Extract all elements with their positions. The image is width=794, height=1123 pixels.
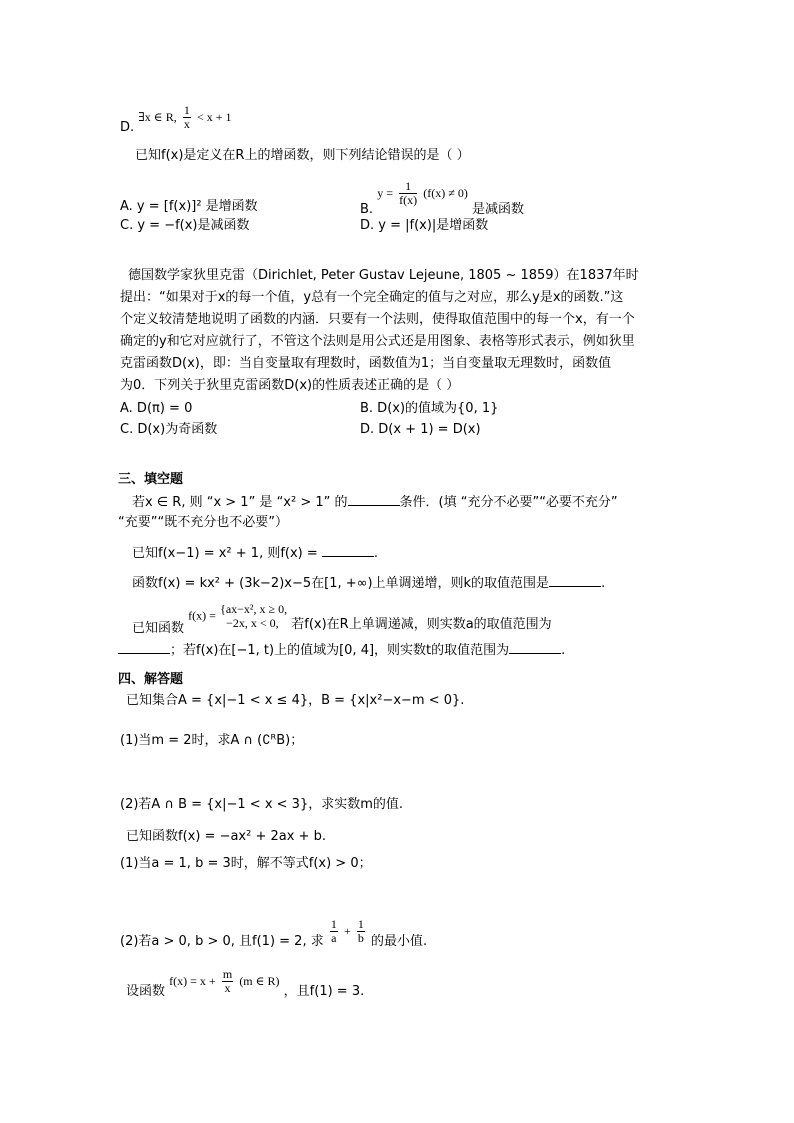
fill-question-line xyxy=(118,642,565,659)
denominator: b xyxy=(357,931,364,945)
fraction xyxy=(222,968,233,995)
math-expr: f(x) = xyxy=(188,608,216,623)
numerator: 1 xyxy=(183,103,190,117)
fill-question xyxy=(132,545,378,562)
question-text: 的最小值. xyxy=(371,934,428,949)
paragraph-line: 德国数学家狄里克雷（Dirichlet, Peter Gustav Lejeune, 1805 ~ 1859）在1837年时 xyxy=(128,268,639,283)
option-a: A. D(π) = 0 xyxy=(120,401,193,416)
option-b: B. D(x)的值域为{0, 1} xyxy=(360,401,499,416)
section-heading: 三、填空题 xyxy=(118,472,184,487)
option-b xyxy=(360,179,524,217)
numerator: 1 xyxy=(399,180,417,194)
denominator: f(x) xyxy=(399,193,418,207)
question-text: 函数f(x) = kx² + (3k−2)x−5在[1, +∞)上单调递增，则k的取值范围是 xyxy=(132,576,550,591)
question-text: ，且f(1) = 3. xyxy=(283,984,365,999)
paragraph-line: 提出：“如果对于x的每一个值，y总有一个完全确定的值与之对应，那么y是x的函数.”这 xyxy=(120,290,624,305)
option-label: B. xyxy=(360,202,374,217)
fill-question xyxy=(132,494,618,511)
answer-blank[interactable] xyxy=(322,545,374,557)
numerator: 1 xyxy=(357,917,364,931)
question-text: (2)若a > 0, b > 0, 且f(1) = 2, 求 xyxy=(120,934,324,949)
question-text: . xyxy=(601,576,606,591)
option-c: C. D(x)为奇函数 xyxy=(120,422,218,437)
question-text: 已知函数 xyxy=(132,620,185,636)
problem-part: (1)当m = 2时，求A ∩ (∁ᴿB)； xyxy=(120,733,304,748)
math-expr: < x + 1 xyxy=(196,110,232,124)
paragraph-line: 为0．下列关于狄里克雷函数D(x)的性质表述正确的是（ ） xyxy=(120,378,460,393)
fraction xyxy=(357,918,365,945)
fraction xyxy=(399,180,417,207)
math-expr: f(x) = x + xyxy=(169,974,216,988)
question-text: 已知f(x−1) = x² + 1, 则f(x) = xyxy=(132,546,318,561)
question-stem: 已知f(x)是定义在R上的增函数，则下列结论错误的是（ ） xyxy=(135,148,470,163)
option-text: 是减函数 xyxy=(471,202,524,217)
question-text: 若x ∈ R, 则 “x > 1” 是 “x² > 1” 的 xyxy=(132,495,348,510)
case: −2x, x < 0, xyxy=(226,616,279,630)
question-text: 设函数 xyxy=(126,984,166,999)
section-heading: 四、解答题 xyxy=(118,672,184,687)
fill-question xyxy=(132,575,605,592)
math-expr: + xyxy=(343,924,351,938)
fill-question-line: “充要”“既不充分也不必要”） xyxy=(118,515,288,530)
fill-question xyxy=(132,602,552,636)
paragraph-line: 克雷函数D(x)，即：当自变量取有理数时，函数值为1；当自变量取无理数时，函数值 xyxy=(120,356,612,371)
numerator: m xyxy=(222,967,233,981)
answer-blank[interactable] xyxy=(348,494,400,506)
option-d: D. y = |f(x)|是增函数 xyxy=(360,218,489,233)
fraction xyxy=(330,918,338,945)
option-label: D. xyxy=(120,120,135,135)
problem-part: (1)当a = 1, b = 3时，解不等式f(x) > 0； xyxy=(120,856,372,871)
option-a: A. y = [f(x)]² 是增函数 xyxy=(120,199,258,214)
prev-option-d xyxy=(120,103,232,135)
math-expr: ∃x ∈ R, xyxy=(138,110,177,124)
question-text: 条件．(填 “充分不必要”“必要不充分” xyxy=(399,495,618,510)
answer-blank[interactable] xyxy=(118,642,170,654)
fraction xyxy=(183,104,191,131)
answer-blank[interactable] xyxy=(509,642,561,654)
question-text: ；若f(x)在[−1, t)上的值域为[0, 4]，则实数t的取值范围为 xyxy=(170,643,510,658)
problem-stem: 已知集合A = {x|−1 < x ≤ 4}，B = {x|x²−x−m < 0}. xyxy=(126,693,465,708)
math-expr: (f(x) ≠ 0) xyxy=(423,186,468,200)
paragraph-line: 确定的y和它对应就行了，不管这个法则是用公式还是用图象、表格等形式表示，例如狄里 xyxy=(120,334,635,349)
paragraph-line: 个定义较清楚地说明了函数的内涵．只要有一个法则，使得取值范围中的每一个x，有一个 xyxy=(120,312,635,327)
option-c: C. y = −f(x)是减函数 xyxy=(120,218,250,233)
problem-part: (2)若A ∩ B = {x|−1 < x < 3}，求实数m的值. xyxy=(120,797,404,812)
math-expr: (m ∈ R) xyxy=(239,974,280,988)
numerator: 1 xyxy=(330,917,337,931)
problem-part xyxy=(120,917,428,949)
math-expr: y = xyxy=(377,186,393,200)
question-text: . xyxy=(561,643,566,658)
question-text: 若f(x)在R上单调递减，则实数a的取值范围为 xyxy=(291,616,552,632)
denominator: a xyxy=(331,931,337,945)
problem-stem xyxy=(126,967,365,999)
case: ax−x², x ≥ 0, xyxy=(225,602,288,616)
answer-blank[interactable] xyxy=(549,575,601,587)
denominator: x xyxy=(224,981,231,995)
piecewise-function: {ax−x², x ≥ 0, −2x, x < 0, xyxy=(220,602,288,630)
problem-stem: 已知函数f(x) = −ax² + 2ax + b. xyxy=(126,829,326,844)
denominator: x xyxy=(183,117,190,131)
question-text: . xyxy=(373,546,379,561)
option-d: D. D(x + 1) = D(x) xyxy=(360,422,481,437)
